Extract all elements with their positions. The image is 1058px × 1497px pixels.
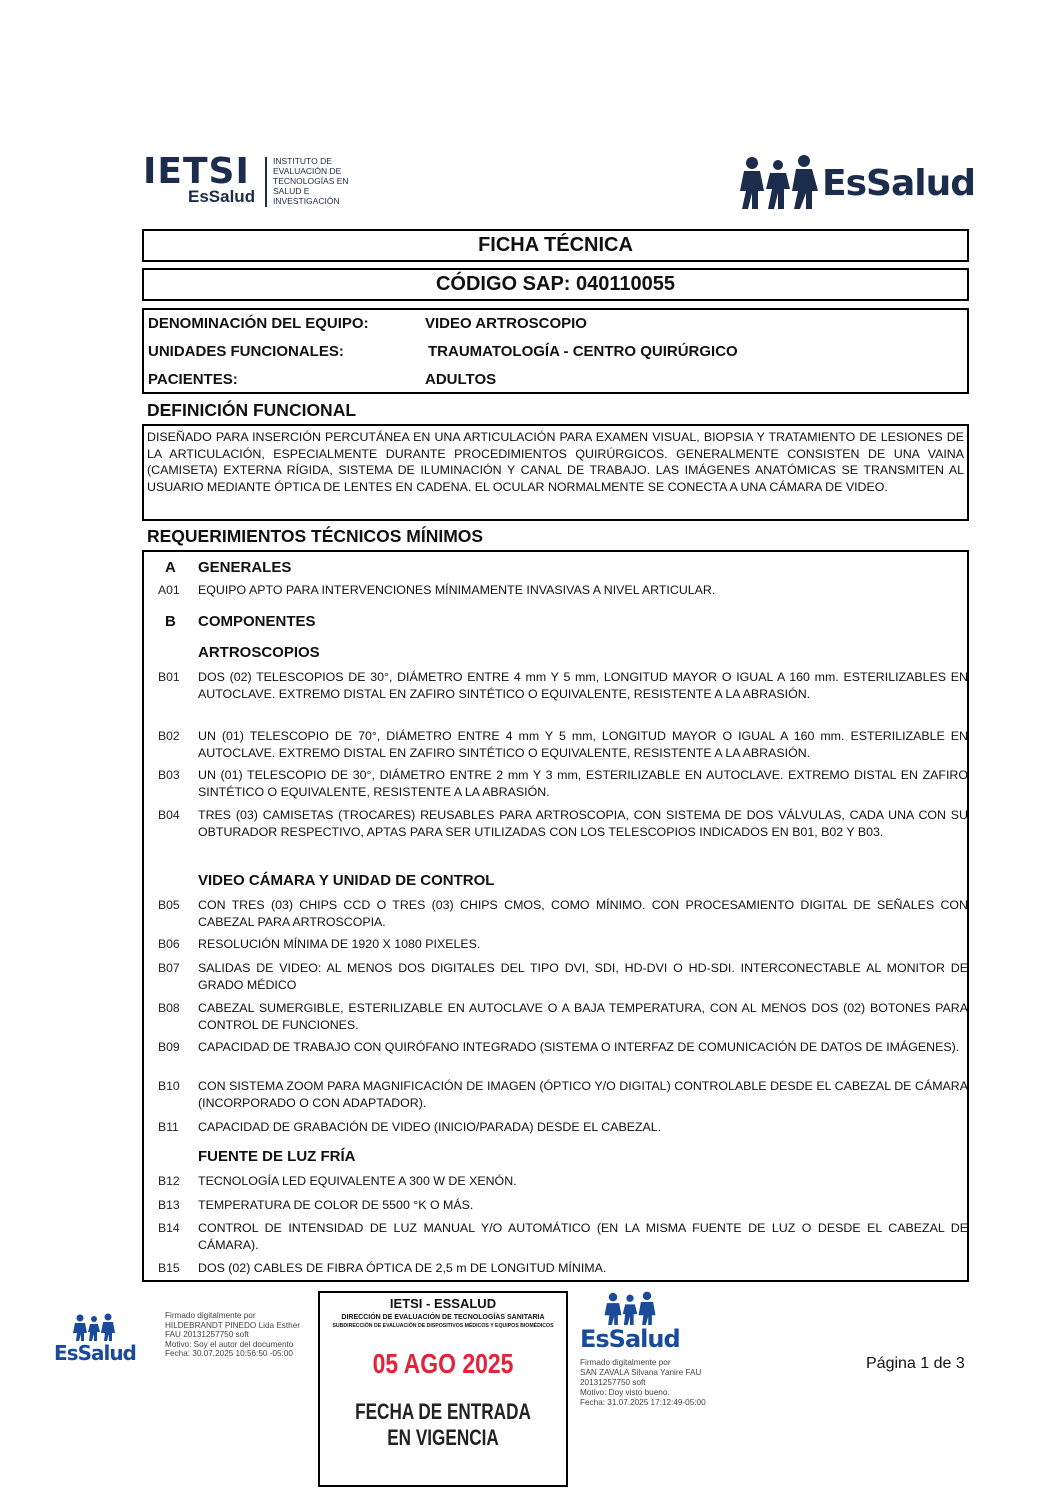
subsection-video-camara: VIDEO CÁMARA Y UNIDAD DE CONTROL [198, 872, 495, 889]
item-text: UN (01) TELESCOPIO DE 30°, DIÁMETRO ENTRE 2 mm Y 3 mm, ESTERILIZABLE EN AUTOCLAVE. EXTREMO DISTAL EN ZAFIRO SINTÉTICO O EQUIVALENTE, RESISTENTE A LA ABRASIÓN. [198, 768, 968, 799]
item-code: B08 [158, 1001, 180, 1015]
family-figures-icon [738, 153, 822, 213]
ficha-title: FICHA TÉCNICA [142, 229, 969, 262]
denominacion-value: VIDEO ARTROSCOPIO [425, 315, 587, 332]
definicion-heading: DEFINICIÓN FUNCIONAL [147, 400, 357, 420]
signature-line: 20131257750 soft [580, 1378, 646, 1387]
item-code: B07 [158, 961, 180, 975]
item-text: UN (01) TELESCOPIO DE 70°, DIÁMETRO ENTRE 4 mm Y 5 mm, LONGITUD MAYOR O IGUAL A 160 mm. ESTERILIZABLE EN AUTOCLAVE. EXTREMO DISTAL EN ZAFIRO SINTÉTICO O EQUIVALENTE, RESISTENTE A LA ABRASIÓN. [198, 729, 968, 760]
family-figures-icon [72, 1313, 116, 1341]
item-text: EQUIPO APTO PARA INTERVENCIONES MÍNIMAMENTE INVASIVAS A NIVEL ARTICULAR. [198, 583, 716, 597]
item-code: B06 [158, 937, 180, 951]
signature-line: Fecha: 31.07.2025 17:12:49-05:00 [580, 1398, 706, 1407]
signature-line: HILDEBRANDT PINEDO Lida Esther [165, 1320, 300, 1330]
footer-essalud-wordmark: EsSalud [580, 1325, 680, 1353]
unidades-value: TRAUMATOLOGÍA - CENTRO QUIRÚRGICO [428, 343, 738, 360]
item-text: CAPACIDAD DE TRABAJO CON QUIRÓFANO INTEGRADO (SISTEMA O INTERFAZ DE COMUNICACIÓN DE DATOS DE IMÁGENES). [198, 1040, 960, 1054]
item-text: TEMPERATURA DE COLOR DE 5500 °K O MÁS. [198, 1198, 474, 1212]
item-code: B01 [158, 670, 180, 684]
denominacion-label: DENOMINACIÓN DEL EQUIPO: [148, 315, 369, 332]
subsection-fuente-luz: FUENTE DE LUZ FRÍA [198, 1148, 356, 1165]
item-text: DOS (02) CABLES DE FIBRA ÓPTICA DE 2,5 m DE LONGITUD MÍNIMA. [198, 1261, 607, 1275]
item-text: TECNOLOGÍA LED EQUIVALENTE A 300 W DE XENÓN. [198, 1174, 517, 1188]
subsection-artroscopios: ARTROSCOPIOS [198, 644, 320, 661]
requerimientos-heading: REQUERIMIENTOS TÉCNICOS MÍNIMOS [147, 526, 484, 546]
item-code: B03 [158, 768, 180, 782]
category-letter-a: A [165, 559, 176, 576]
institute-line: INSTITUTO DE [273, 156, 332, 166]
requerimientos-box [142, 550, 969, 1282]
signature-line: FAU 20131257750 soft [165, 1330, 249, 1339]
essalud-wordmark: EsSalud [822, 163, 975, 204]
institute-line: EVALUACIÓN DE [273, 166, 342, 176]
family-figures-icon [602, 1291, 658, 1325]
item-code: B12 [158, 1174, 180, 1188]
stamp-footer: FECHA DE ENTRADA EN VIGENCIA [355, 1399, 531, 1450]
item-code: B09 [158, 1040, 180, 1054]
item-code: B05 [158, 898, 180, 912]
signature-line: Motivo: Doy visto bueno. [580, 1388, 670, 1397]
signature-line: Motivo: Soy el autor del documento [165, 1339, 294, 1349]
item-text: CONTROL DE INTENSIDAD DE LUZ MANUAL Y/O AUTOMÁTICO (EN LA MISMA FUENTE DE LUZ O DESDE EL CABEZAL DE CÁMARA). [198, 1221, 968, 1252]
ietsi-logo-main: IETSI [143, 151, 250, 192]
ietsi-logo [143, 153, 373, 213]
stamp-date: 05 AGO 2025 [372, 1348, 514, 1379]
digital-signature-right [580, 1358, 730, 1408]
ietsi-logo-sub: EsSalud [188, 187, 256, 206]
footer-essalud-wordmark: EsSalud [54, 1341, 136, 1365]
stamp-title: IETSI - ESSALUD [389, 1296, 497, 1311]
item-code: B14 [158, 1221, 180, 1235]
pacientes-value: ADULTOS [425, 371, 497, 388]
item-code: B04 [158, 808, 180, 822]
signature-line: Firmado digitalmente por [165, 1311, 256, 1320]
footer-essalud-logo-left [52, 1313, 137, 1368]
item-code: A01 [158, 583, 180, 597]
item-text: CAPACIDAD DE GRABACIÓN DE VIDEO (INICIO/PARADA) DESDE EL CABEZAL. [198, 1120, 662, 1134]
item-text: SALIDAS DE VIDEO: AL MENOS DOS DIGITALES DEL TIPO DVI, SDI, HD-DVI O HD-SDI. INTERCONECTABLE AL MONITOR DE GRADO MÉDICO [198, 961, 968, 992]
signature-line: Fecha: 30.07.2025 10:56:50 -05:00 [165, 1349, 293, 1358]
ietsi-institute-text [273, 156, 383, 206]
signature-line: SAN ZAVALA Silvana Yanire FAU [580, 1368, 702, 1377]
stamp-subtitle: DIRECCIÓN DE EVALUACIÓN DE TECNOLOGÍAS SANITARIA [341, 1314, 545, 1321]
logo-divider [265, 157, 267, 207]
item-code: B02 [158, 729, 180, 743]
item-text: CABEZAL SUMERGIBLE, ESTERILIZABLE EN AUTOCLAVE O A BAJA TEMPERATURA, CON AL MENOS DOS (02) BOTONES PARA CONTROL DE FUNCIONES. [198, 1001, 968, 1032]
category-generales: GENERALES [198, 559, 292, 576]
institute-line: INVESTIGACIÓN [273, 196, 340, 206]
digital-signature-left [165, 1311, 315, 1359]
pacientes-label: PACIENTES: [148, 371, 238, 388]
item-text: TRES (03) CAMISETAS (TROCARES) REUSABLES PARA ARTROSCOPIA, CON SISTEMA DE DOS VÁLVULAS, CADA UNA CON SU OBTURADOR RESPECTIVO, APTAS PARA SER UTILIZADAS CON LOS TELESCOPIOS INDICADOS EN B01, B02 Y B03. [198, 808, 968, 839]
institute-line: SALUD E [273, 186, 310, 196]
codigo-sap: CÓDIGO SAP: 040110055 [142, 268, 969, 301]
footer-essalud-logo-right [580, 1291, 690, 1356]
signature-line: Firmado digitalmente por [580, 1358, 671, 1367]
equipment-info [142, 308, 969, 394]
stamp-subtitle-2: SUBDIRECCIÓN DE EVALUACIÓN DE DISPOSITIVOS MÉDICOS Y EQUIPOS BIOMÉDICOS [332, 1323, 554, 1329]
item-text: DOS (02) TELESCOPIOS DE 30°, DIÁMETRO ENTRE 4 mm Y 5 mm, LONGITUD MAYOR O IGUAL A 160 mm. ESTERILIZABLES EN AUTOCLAVE. EXTREMO DISTAL EN ZAFIRO SINTÉTICO O EQUIVALENTE, RESISTENTE A LA ABRASIÓN. [198, 670, 968, 701]
page-number: Página 1 de 3 [866, 1355, 965, 1372]
item-text: RESOLUCIÓN MÍNIMA DE 1920 X 1080 PIXELES. [198, 937, 481, 951]
essalud-logo [738, 153, 975, 213]
category-componentes: COMPONENTES [198, 613, 316, 630]
vigencia-stamp [318, 1291, 568, 1487]
unidades-label: UNIDADES FUNCIONALES: [148, 343, 344, 360]
item-text: CON TRES (03) CHIPS CCD O TRES (03) CHIPS CMOS, COMO MÍNIMO. CON PROCESAMIENTO DIGITAL DE SEÑALES CON CABEZAL PARA ARTROSCOPIA. [198, 898, 968, 929]
item-code: B10 [158, 1079, 180, 1093]
item-code: B15 [158, 1261, 180, 1275]
item-text: CON SISTEMA ZOOM PARA MAGNIFICACIÓN DE IMAGEN (ÓPTICO Y/O DIGITAL) CONTROLABLE DESDE EL CABEZAL DE CÁMARA (INCORPORADO O CON ADAPTADOR). [198, 1079, 968, 1110]
definicion-text: DISEÑADO PARA INSERCIÓN PERCUTÁNEA EN UNA ARTICULACIÓN PARA EXAMEN VISUAL, BIOPSIA Y TRATAMIENTO DE LESIONES DE LA ARTICULACIÓN, ESPECIALMENTE DURANTE PROCEDIMIENTOS QUIRÚRGICOS. GENERALMENTE CONSISTEN DE UNA VAINA (CAMISETA) EXTERNA RÍGIDA, SISTEMA DE ILUMINACIÓN Y CANAL DE TRABAJO. LAS IMÁGENES ANATÓMICAS SE TRANSMITEN AL USUARIO MEDIANTE ÓPTICA DE LENTES EN CADENA. EL OCULAR NORMALMENTE SE CONECTA A UNA CÁMARA DE VIDEO. [142, 424, 969, 521]
item-code: B11 [158, 1120, 179, 1134]
category-letter-b: B [165, 613, 176, 630]
institute-line: TECNOLOGÍAS EN [273, 176, 349, 186]
item-code: B13 [158, 1198, 180, 1212]
